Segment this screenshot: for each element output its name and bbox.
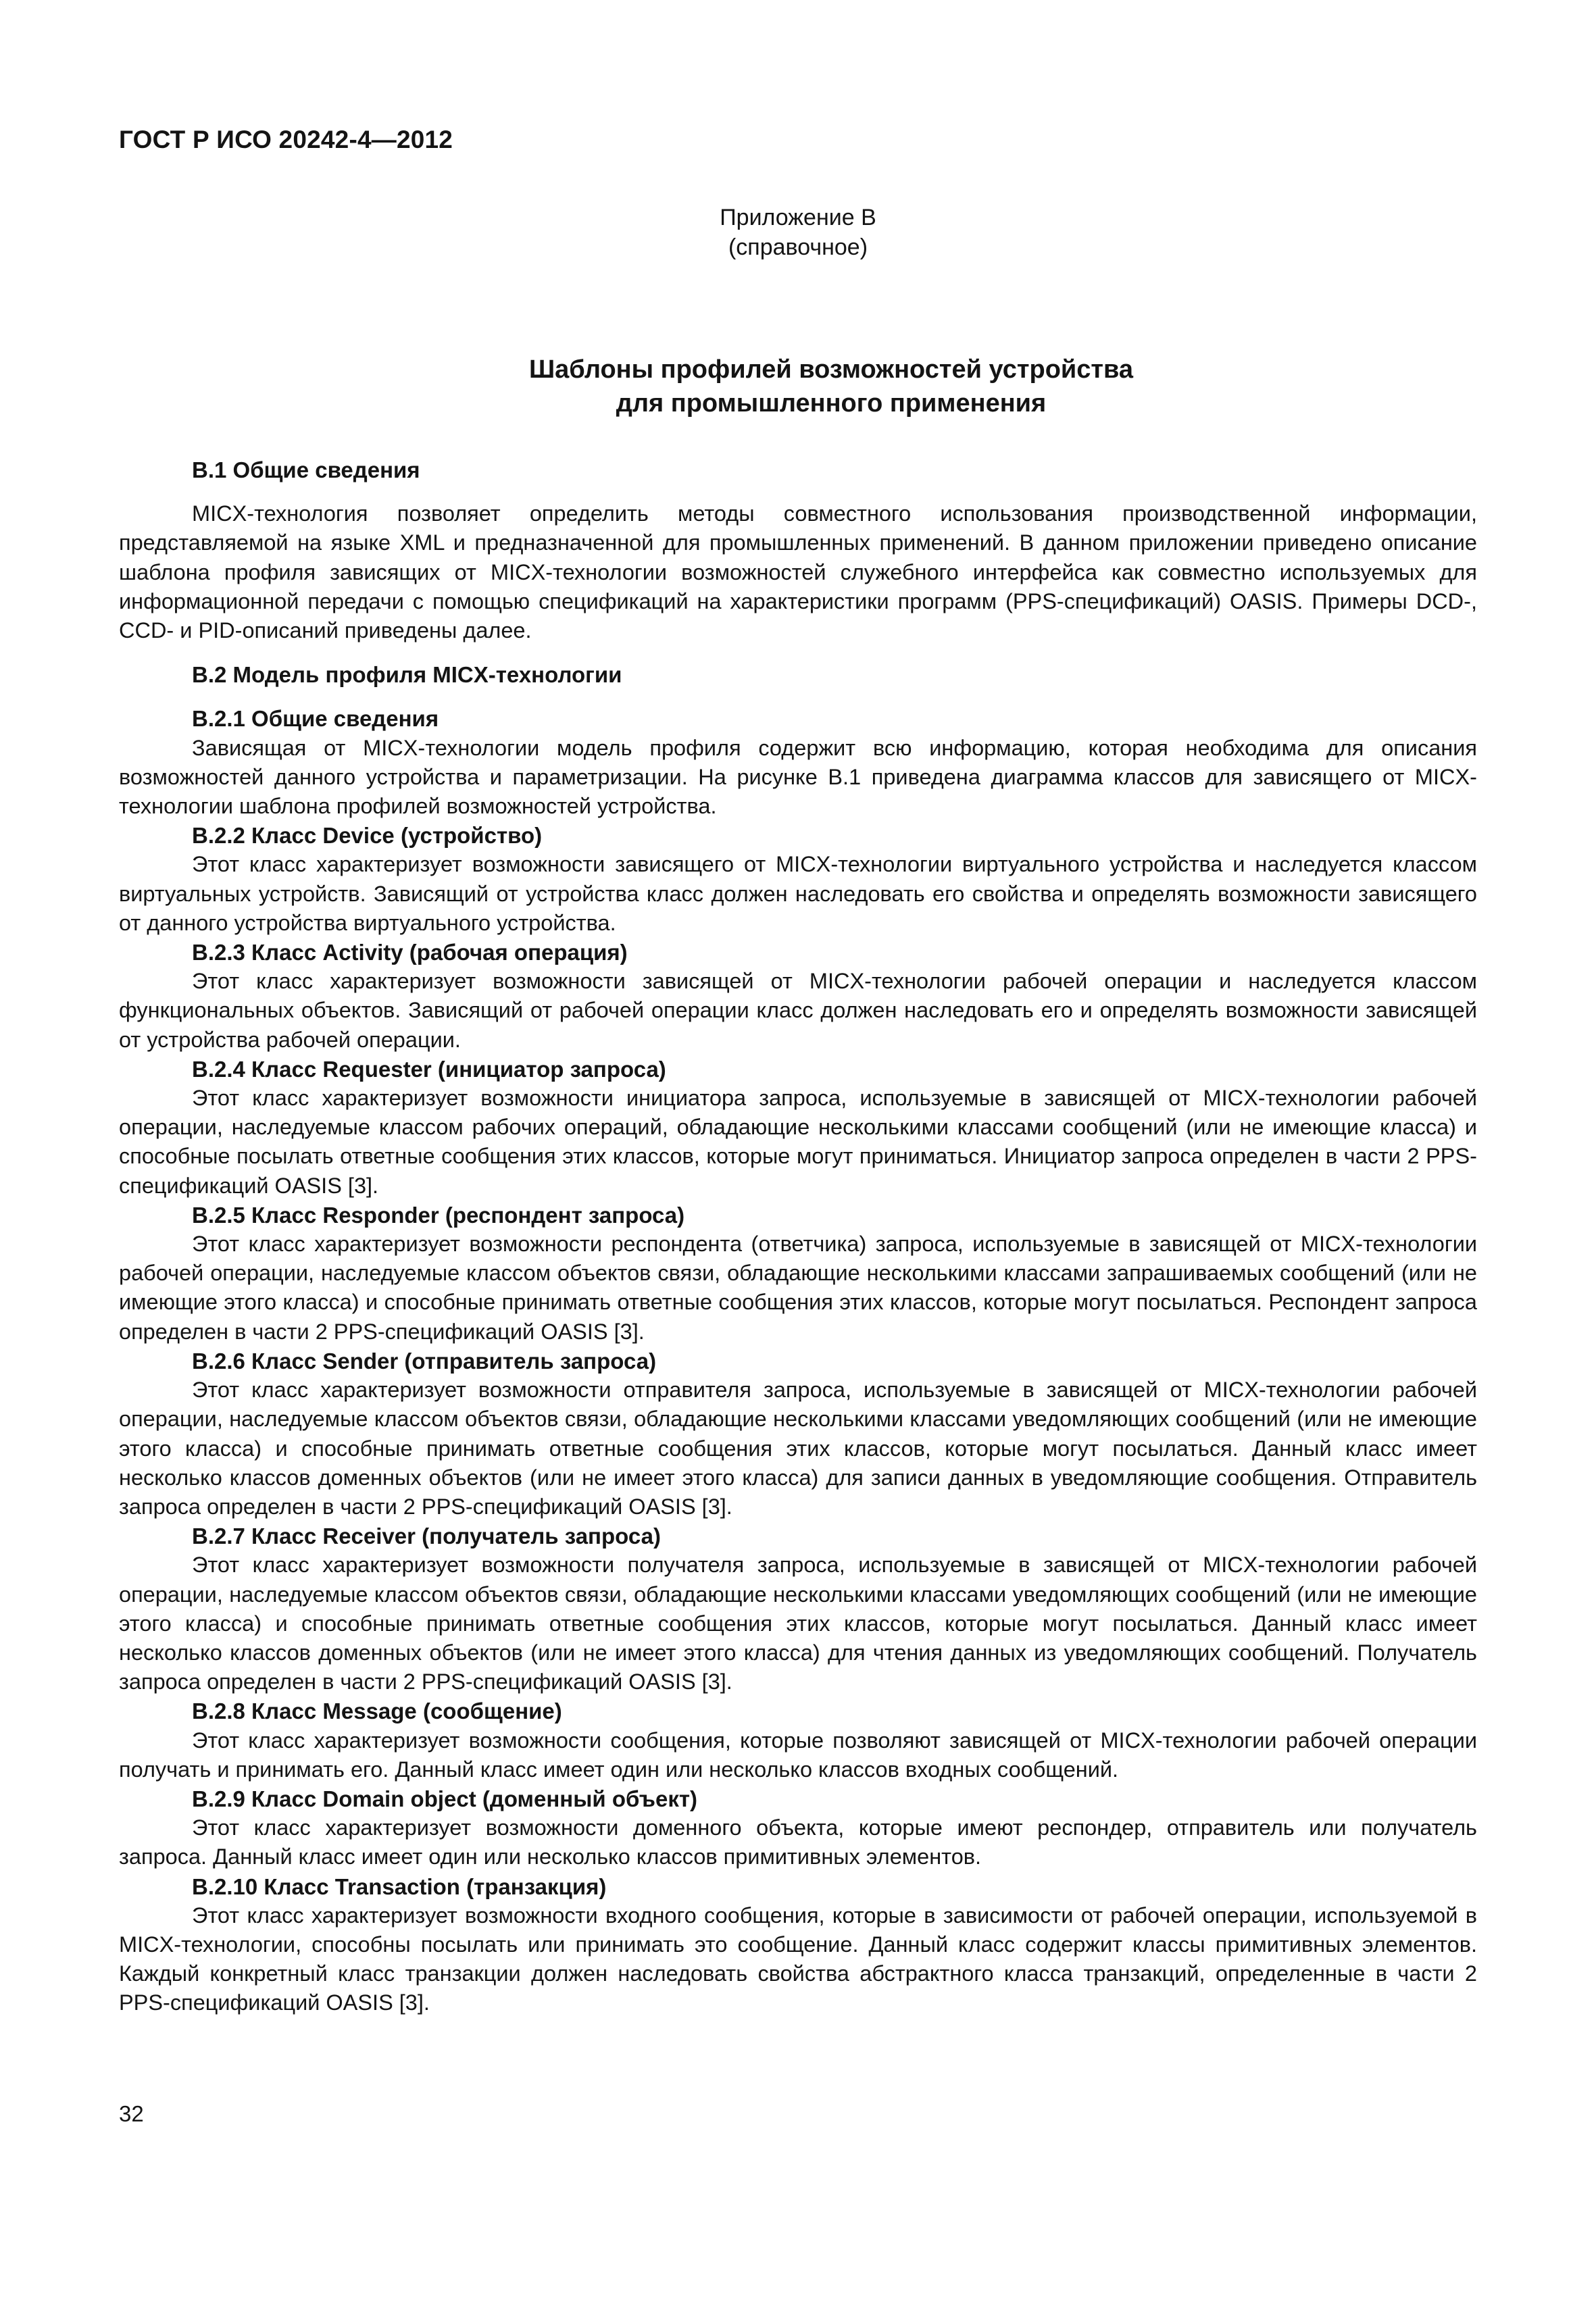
section-heading-b2-3: В.2.3 Класс Activity (рабочая операция) <box>192 940 628 965</box>
section-heading-b2: В.2 Модель профиля MICX-технологии <box>192 662 622 688</box>
document-body <box>119 455 1477 2018</box>
section-heading-b2-7: В.2.7 Класс Receiver (получатель запроса) <box>192 1524 661 1549</box>
section-heading-b2-6: В.2.6 Класс Sender (отправитель запроса) <box>192 1348 657 1374</box>
appendix-title-line-1: Шаблоны профилей возможностей устройства <box>528 355 1134 384</box>
section-text-b2-1: Зависящая от MICX-технологии модель профиля содержит всю информацию, которая необходима для описания возможностей данного устройства и параметризации. На рисунке В.1 приведена диаграмма классов для зависящего от MICX-технологии шаблона профилей возможностей устройства. <box>119 735 1477 819</box>
section-text-b2-8: Этот класс характеризует возможности сообщения, которые позволяют зависящей от MICX-технологии рабочей операции получать и принимать его. Данный класс имеет один или несколько классов входных сообщений. <box>119 1728 1477 1782</box>
appendix-label-block <box>0 203 1596 262</box>
section-heading-b2-5: В.2.5 Класс Responder (респондент запроса) <box>192 1202 685 1228</box>
section-text-b2-5: Этот класс характеризует возможности респондента (ответчика) запроса, используемые в зависящей от MICX-технологии рабочей операции, наследуемые классом объектов связи, обладающие несколькими классами запрашиваемых сообщений (или не имеющие этого класса) и способные принимать ответные сообщения этих классов, которые могут посылаться. Респондент запроса определен в части 2 PPS-спецификаций OASIS [3]. <box>119 1232 1477 1344</box>
section-text-b1: MICX-технология позволяет определить методы совместного использования производственной информации, представляемой на языке XML и предназначенной для промышленных применений. В данном приложении приведено описание шаблона профиля зависящих от MICX-технологии возможностей служебного интерфейса как совместно используемых для информационной передачи с помощью спецификаций на характеристики программ (PPS-спецификаций) OASIS. Примеры DCD-, CCD- и PID-описаний приведены далее. <box>119 501 1477 643</box>
section-heading-b2-10: В.2.10 Класс Transaction (транзакция) <box>192 1873 607 1899</box>
appendix-note: (справочное) <box>728 234 868 260</box>
section-text-b2-3: Этот класс характеризует возможности зависящей от MICX-технологии рабочей операции и наследуется классом функциональных объектов. Зависящий от рабочей операции класс должен наследовать его и определять возможности зависящей от устройства рабочей операции. <box>119 969 1477 1052</box>
section-text-b2-7: Этот класс характеризует возможности получателя запроса, используемые в зависящей от MICX-технологии рабочей операции, наследуемые классом объектов связи, обладающие несколькими классами уведомляющих сообщений (или не имеющие этого класса) и способные принимать ответные сообщения этих классов, которые могут посылаться. Данный класс имеет несколько классов доменных объектов (или не имеет этого класса) для чтения данных из уведомляющих сообщений. Получатель запроса определен в части 2 PPS-спецификаций OASIS [3]. <box>119 1553 1477 1694</box>
appendix-label: Приложение В <box>720 205 876 230</box>
section-text-b2-4: Этот класс характеризует возможности инициатора запроса, используемые в зависящей от MICX-технологии рабочей операции, наследуемые классом рабочих операций, обладающие несколькими классами сообщений (или не имеющие класса) и способные посылать ответные сообщения этих классов, которые могут приниматься. Инициатор запроса определен в части 2 PPS-спецификаций OASIS [3]. <box>119 1086 1477 1198</box>
appendix-title-line-2: для промышленного применения <box>616 389 1047 418</box>
section-heading-b2-8: В.2.8 Класс Message (сообщение) <box>192 1699 562 1724</box>
section-heading-b2-4: В.2.4 Класс Requester (инициатор запроса) <box>192 1056 666 1082</box>
section-heading-b2-9: В.2.9 Класс Domain object (доменный объект) <box>192 1786 698 1811</box>
section-heading-b2-2: В.2.2 Класс Device (устройство) <box>192 823 543 849</box>
section-text-b2-6: Этот класс характеризует возможности отправителя запроса, используемые в зависящей от MICX-технологии рабочей операции, наследуемые классом объектов связи, обладающие несколькими классами уведомляющих сообщений (или не имеющие этого класса) и способные принимать ответные сообщения этих классов, которые могут посылаться. Данный класс имеет несколько классов доменных объектов (или не имеет этого класса) для записи данных в уведомляющие сообщения. Отправитель запроса определен в части 2 PPS-спецификаций OASIS [3]. <box>119 1378 1477 1519</box>
section-text-b2-9: Этот класс характеризует возможности доменного объекта, которые имеют респондер, отправитель или получатель запроса. Данный класс имеет один или несколько классов примитивных элементов. <box>119 1815 1477 1869</box>
section-heading-b2-1: В.2.1 Общие сведения <box>192 706 439 732</box>
appendix-title <box>473 353 1189 420</box>
standard-designation: ГОСТ Р ИСО 20242-4—2012 <box>119 126 453 153</box>
section-text-b2-2: Этот класс характеризует возможности зависящего от MICX-технологии виртуального устройства и наследуется классом виртуальных устройств. Зависящий от устройства класс должен наследовать его свойства и определять возможности зависящего от данного устройства виртуального устройства. <box>119 852 1477 935</box>
section-text-b2-10: Этот класс характеризует возможности входного сообщения, которые в зависимости от рабочей операции, используемой в MICX-технологии, способны посылать или принимать это сообщение. Данный класс содержит классы примитивных элементов. Каждый конкретный класс транзакции должен наследовать свойства абстрактного класса транзакций, определенные в части 2 PPS-спецификаций OASIS [3]. <box>119 1903 1477 2015</box>
page-number: 32 <box>119 2101 144 2126</box>
section-heading-b1: В.1 Общие сведения <box>192 457 420 482</box>
